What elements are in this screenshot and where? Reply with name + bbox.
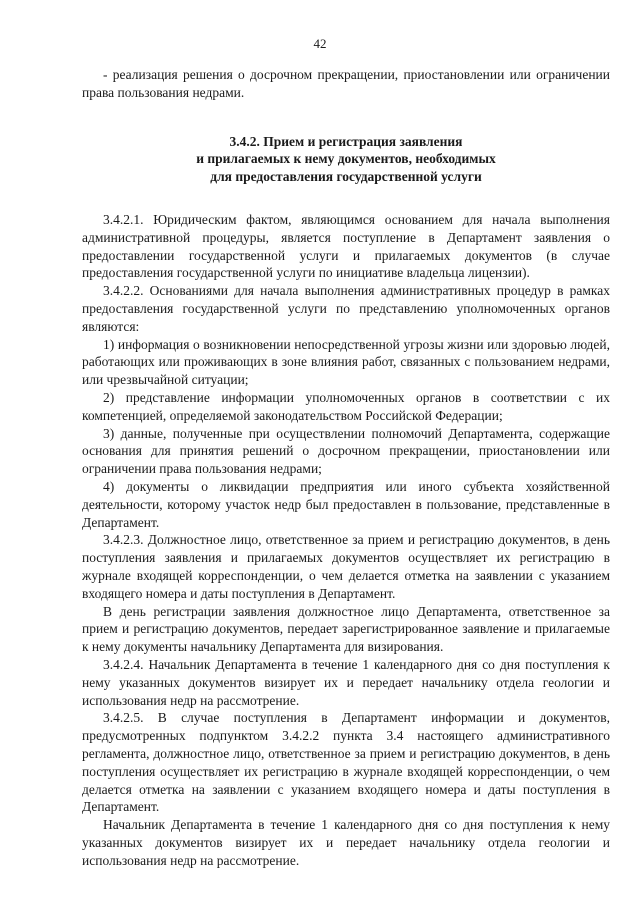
list-item-1: 1) информация о возникновении непосредственной угрозы жизни или здоровью людей, работающих или проживающих в зоне влияния работ, связанных с пользованием недрами, или чрезвычайной ситуации;: [82, 336, 610, 388]
section-heading-line: 3.4.2. Прием и регистрация заявления: [229, 133, 463, 149]
paragraph-3-4-2-3: 3.4.2.3. Должностное лицо, ответственное за прием и регистрацию документов, в день поступления заявления и прилагаемых документов осуществляет их регистрацию в журнале входящей корреспонденции, о чем делается отметка на заявлении с указанием входящего номера и даты поступления в Департамент.: [82, 532, 610, 601]
paragraph-3-4-2-5: 3.4.2.5. В случае поступления в Департамент информации и документов, предусмотренных подпунктом 3.4.2.2 пункта 3.4 настоящего административного регламента, должностное лицо, ответственное за прием и регистрацию документов, в день поступления осуществляет их регистрацию в журнале входящей корреспонденции, о чем делается отметка на заявлении с указанием входящего номера и даты поступления в Департамент.: [82, 710, 610, 815]
paragraph-head-review: Начальник Департамента в течение 1 календарного дня со дня поступления к нему указанных документов визирует их и передает начальнику отдела геологии и использования недр на рассмотрение.: [82, 817, 610, 868]
page-number: 42: [313, 36, 327, 51]
list-item-3: 3) данные, полученные при осуществлении полномочий Департамента, содержащие основания для принятия решений о досрочном прекращении, приостановлении или ограничении права пользования недрами;: [82, 425, 610, 477]
section-heading-line: для предоставления государственной услуги: [210, 168, 482, 184]
page-content: [82, 66, 610, 870]
paragraph-registration-day: В день регистрации заявления должностное лицо Департамента, ответственное за прием и регистрацию документов, передает зарегистрированное заявление и прилагаемые к нему документы начальнику Департамента для визирования.: [82, 603, 610, 655]
section-heading: [82, 133, 610, 186]
list-item-2: 2) представление информации уполномоченных органов в соответствии с их компетенцией, определяемой законодательством Российской Федерации;: [82, 390, 610, 423]
section-heading-line: и прилагаемых к нему документов, необходимых: [196, 151, 496, 167]
paragraph-3-4-2-4: 3.4.2.4. Начальник Департамента в течение 1 календарного дня со дня поступления к нему указанных документов визирует их и передает начальнику отдела геологии и использования недр на рассмотрение.: [82, 657, 610, 708]
paragraph-3-4-2-1: 3.4.2.1. Юридическим фактом, являющимся основанием для начала выполнения административной процедуры, является поступление в Департамент заявления о предоставлении государственной услуги и прилагаемых документов (в случае предоставления государственной услуги по инициативе владельца лицензии).: [82, 212, 610, 281]
paragraph-3-4-2-2: 3.4.2.2. Основаниями для начала выполнения административных процедур в рамках предоставления государственной услуги по представлению уполномоченных органов являются:: [82, 283, 610, 334]
intro-paragraph: - реализация решения о досрочном прекращении, приостановлении или ограничении права пользования недрами.: [82, 67, 610, 100]
list-item-4: 4) документы о ликвидации предприятия или иного субъекта хозяйственной деятельности, которому участок недр был предоставлен в пользование, представленные в Департамент.: [82, 479, 610, 530]
